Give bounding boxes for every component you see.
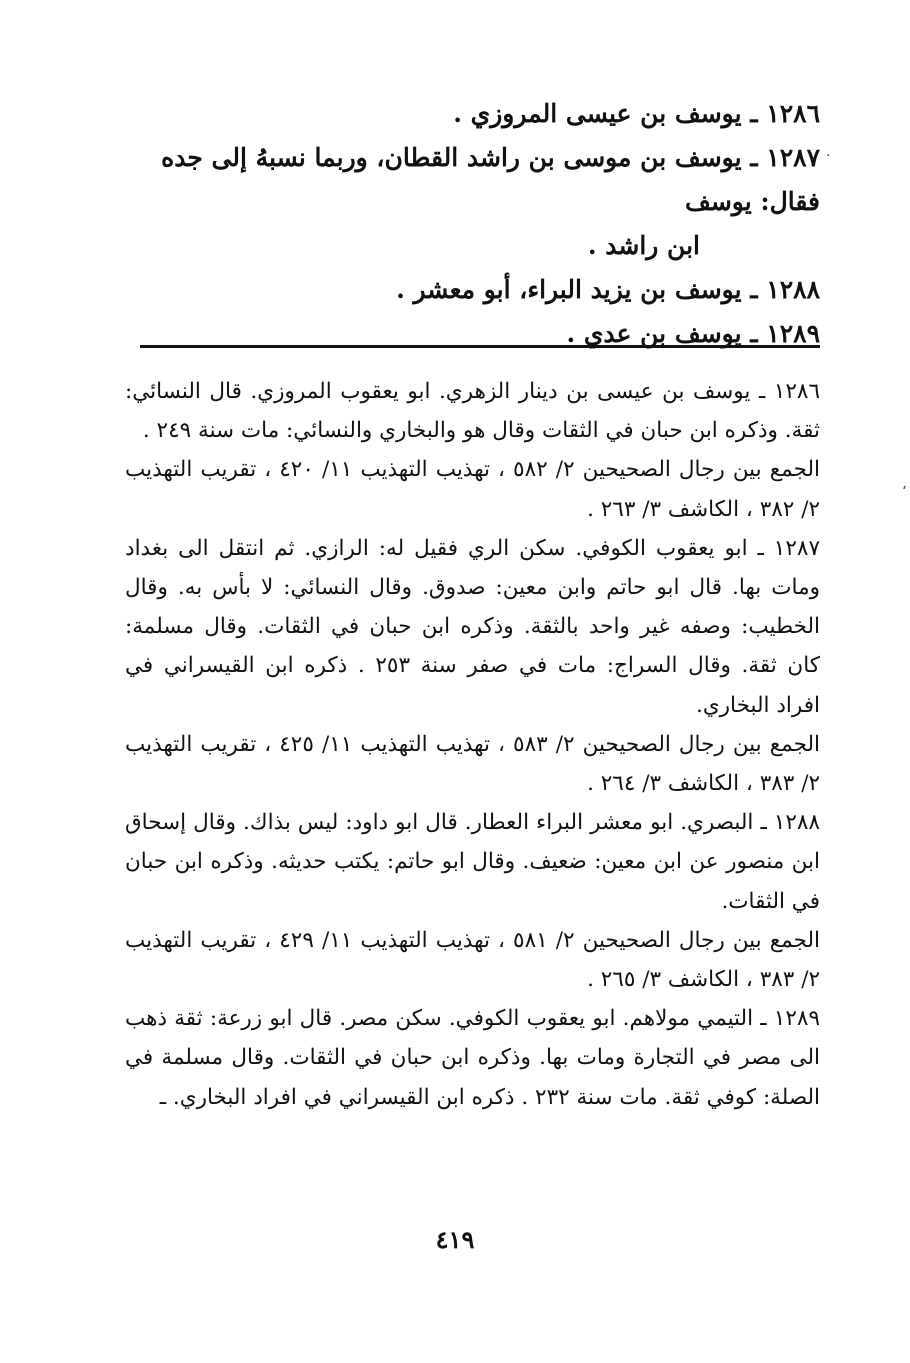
page-number: ٤١٩ xyxy=(435,1225,475,1254)
footnote-1288-sources: الجمع بين رجال الصحيحين ٢/ ٥٨١ ، تهذيب التهذيب ١١/ ٤٢٩ ، تقريب التهذيب ٢/ ٣٨٣ ، الكاشف ٣/ ٢٦٥ . xyxy=(125,927,820,993)
main-text xyxy=(130,92,820,356)
footnote-1287: ١٢٨٧ ـ ابو يعقوب الكوفي. سكن الري فقيل له: الرازي. ثم انتقل الى بغداد ومات بها. قال ابو حاتم وابن معين: صدوق. وقال النسائي: لا بأس به. وقال الخطيب: وصفه غير واحد بالثقة. وذكره ابن حبان في الثقات. وقال مسلمة: كان ثقة. وقال السراج: مات في صفر سنة ٢٥٣ . ذكره ابن القيسراني في افراد البخاري. xyxy=(125,535,820,718)
entry-1289: ١٢٨٩ ـ يوسف بن عدي . xyxy=(566,319,820,348)
footnote-1289: ١٢٨٩ ـ التيمي مولاهم. ابو يعقوب الكوفي. سكن مصر. قال ابو زرعة: ثقة ذهب الى مصر في التجارة ومات بها. وذكره ابن حبان في الثقات. وقال مسلمة في الصلة: كوفي ثقة. مات سنة ٢٣٢ . ذكره ابن القيسراني في افراد البخاري. ـ xyxy=(125,1006,820,1110)
footnotes xyxy=(125,372,820,1117)
footnote-separator xyxy=(140,345,820,348)
margin-mark: · xyxy=(826,148,831,164)
footnote-1288: ١٢٨٨ ـ البصري. ابو معشر البراء العطار. قال ابو داود: ليس بذاك. وقال إسحاق ابن منصور عن ابن معين: ضعيف. وقال ابو حاتم: يكتب حديثه. وذكره ابن حبان في الثقات. xyxy=(125,810,820,914)
margin-mark: ‘ xyxy=(902,484,907,500)
footnote-1287-sources: الجمع بين رجال الصحيحين ٢/ ٥٨٣ ، تهذيب التهذيب ١١/ ٤٢٥ ، تقريب التهذيب ٢/ ٣٨٣ ، الكاشف ٣/ ٢٦٤ . xyxy=(125,731,820,797)
entry-1286: ١٢٨٦ ـ يوسف بن عيسى المروزي . xyxy=(453,99,820,128)
entry-1288: ١٢٨٨ ـ يوسف بن يزيد البراء، أبو معشر . xyxy=(396,275,820,304)
entry-1287-continuation: ابن راشد . xyxy=(587,231,700,260)
footnote-1286: ١٢٨٦ ـ يوسف بن عيسى بن دينار الزهري. ابو يعقوب المروزي. قال النسائي: ثقة. وذكره ابن حبان في الثقات وقال هو والبخاري والنسائي: مات سنة ٢٤٩ . xyxy=(125,379,820,444)
entry-1287: ١٢٨٧ ـ يوسف بن موسى بن راشد القطان، وربما نسبهُ إلى جده فقال: يوسف xyxy=(161,143,820,216)
footnote-1286-sources: الجمع بين رجال الصحيحين ٢/ ٥٨٢ ، تهذيب التهذيب ١١/ ٤٢٠ ، تقريب التهذيب ٢/ ٣٨٢ ، الكاشف ٣/ ٢٦٣ . xyxy=(125,457,820,522)
